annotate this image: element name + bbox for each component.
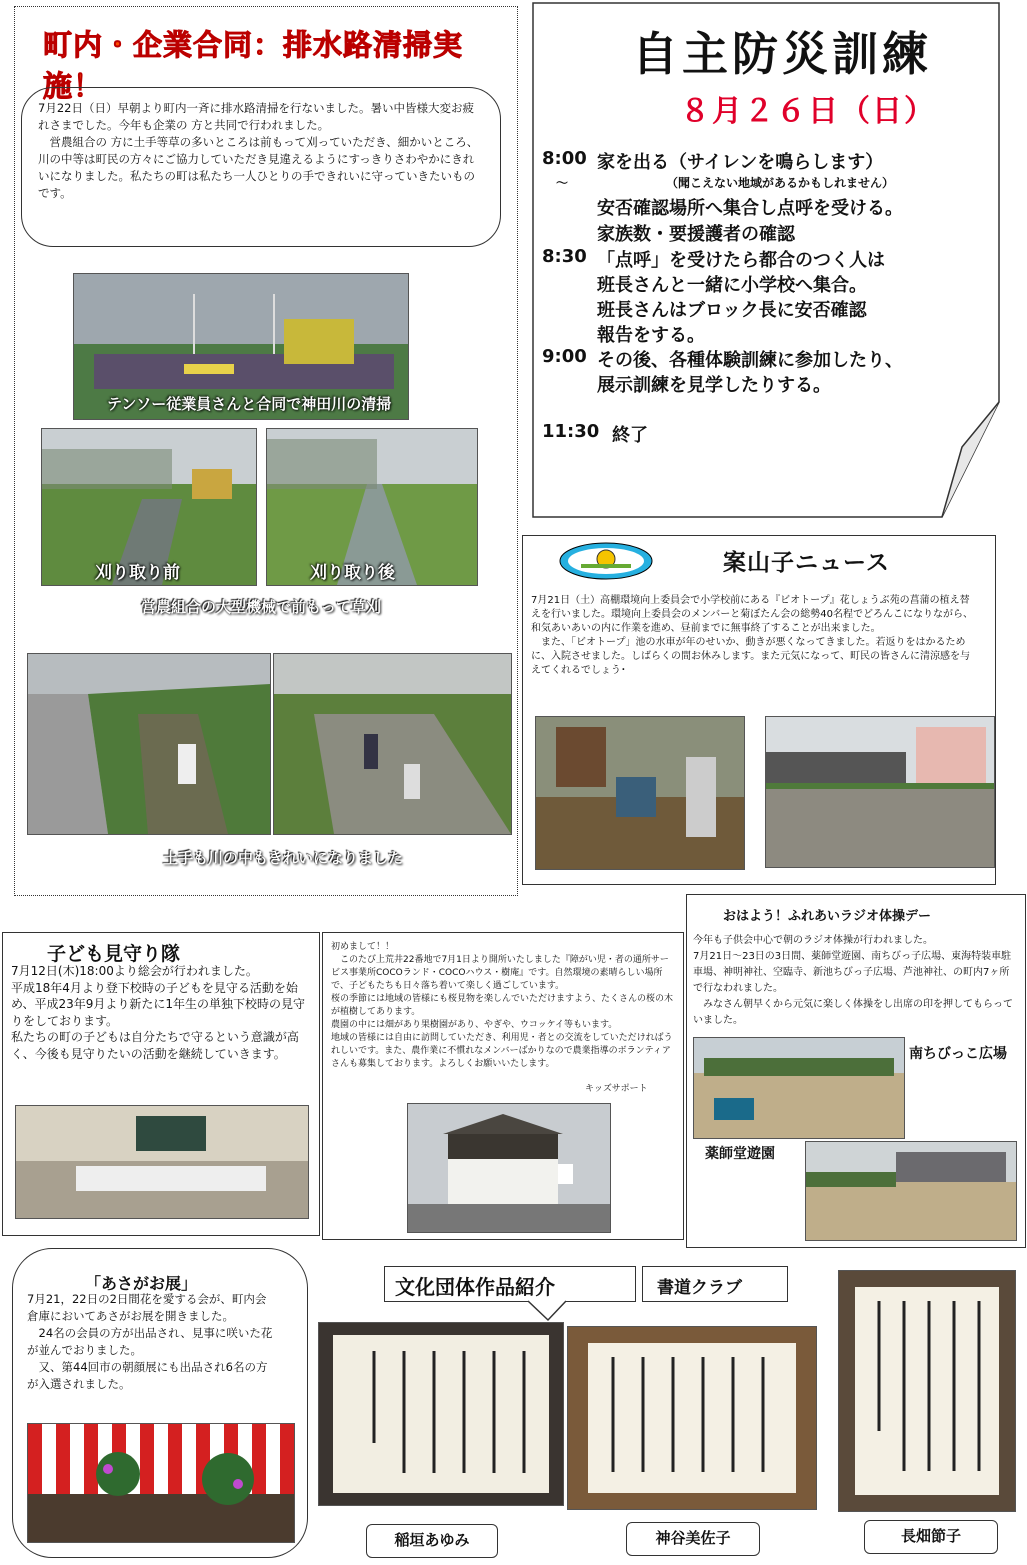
drill-schedule — [542, 148, 992, 446]
kakashi-body: 7月21日（土）高棚環境向上委員会で小学校前にある『ビオトープ』花しょうぶ苑の菖蒲の植え替えを行いました。環境向上委員会のメンバーと菊ぼたん会の総勢40名程でどろんこになりながら、和気あいあいの内に作業を進め、昼前までに無事終了することが出来ました。 また、「ビオトープ」池の水車が年のせいか、動きが悪くなってきました。若返りをはかるために、入院させました。しばらくの間お休みします。また元気になって、町民の皆さんに清涼感を与えてくれるでしょう･ — [531, 595, 974, 676]
minami-playground-photo — [693, 1037, 905, 1139]
artist-name-2 — [626, 1522, 760, 1556]
watch-meeting-photo — [15, 1105, 309, 1219]
artist-name-text: 神谷美佐子 — [655, 1529, 731, 1547]
calligraphy-work-2 — [567, 1326, 817, 1510]
drain-title: 町内・企業合同：排水路清掃実施！ — [43, 28, 464, 103]
coco-house-photo — [407, 1103, 611, 1233]
radio-body: 今年も子供会中心で朝のラジオ体操が行われました。 7月21日～23日の3日間、薬師堂遊園、南ちびっ子広場、東海特装車駐車場、神明神社、空臨寺、新池ちびっ子広場、芦池神社、の町内7ヶ所で行なわれました。 みなさん朝早くから元気に楽しく体操をし出席の印を押してもらっていました。 — [693, 935, 1013, 1026]
schedule-row: 班長さんと一緒に小学校へ集合。 — [597, 275, 867, 296]
rice-field-photo — [765, 716, 995, 868]
radio-section — [686, 894, 1026, 1248]
drain-section — [14, 6, 518, 896]
calligraphy-work-1 — [318, 1322, 564, 1506]
coco-section — [322, 932, 684, 1240]
watch-body: 7月12日(木)18:00より総会が行われました。 平成18年4月より登下校時の子どもを見守る活動を始め、平成23年9月より新たに1年生の単独下校時の見守りをしております。 私たちの町の子どもは自分たちで守るという意識が高く、今後も見守りたいの活動を継続していきます。 — [11, 964, 306, 1061]
before-caption: 刈り取り前 — [95, 563, 180, 583]
schedule-row: 安否確認場所へ集合し点呼を受ける。 — [597, 198, 903, 219]
radio-caption1: 南ちびっこ広場 — [909, 1046, 1007, 1062]
schedule-row: 9:00 その後、各種体験訓練に参加したり、 — [542, 346, 903, 371]
kakashi-section — [522, 535, 996, 885]
coco-body: 初めまして！！ このたび上荒井22番地で7月1日より開所いたしました『障がい児・者の通所サービス事業所COCOランド・COCOハウス・樹庵』です。自然環境の素晴らしい場所で、子どもたちも日々落ち着いて楽しく過ごしています。 桜の季節には地域の皆様にも桜見物を楽しんでいただけますよう、たくさんの桜の木が植樹してあります。 農園の中には畑があり果樹園があり、やぎや、ウコッケイ等もいます。 地域の皆様には自由に訪問していただき、利用児・者との交流をしていただければうれしいです。また、農作業に不慣れなメンバーばかりなので農業指導のボランティアさんも募集しております。よろしくお願いいたします。 — [331, 942, 674, 1069]
schedule-row: 8:30 「点呼」を受けたら都合のつく人は — [542, 246, 885, 271]
radio-caption2: 薬師堂遊園 — [705, 1146, 775, 1162]
artist-name-text: 長畑節子 — [900, 1527, 961, 1545]
coco-signature: キッズサポート — [585, 1084, 648, 1094]
artist-name-text: 稲垣あゆみ — [394, 1531, 470, 1549]
schedule-row: 班長さんはブロック長に安否確認 — [597, 300, 867, 321]
river-cleaning-photo — [273, 653, 512, 835]
schedule-row: ～ （聞こえない地域があるかもしれません） — [556, 176, 895, 190]
schedule-row: 8:00 家を出る（サイレンを鳴らします） — [542, 148, 884, 173]
mowing-caption: 営農組合の大型機械で前もって草刈 — [141, 598, 382, 616]
culture-title — [384, 1266, 636, 1302]
scarecrow-logo — [559, 542, 653, 580]
drill-date: ８月２６日（日） — [680, 94, 936, 129]
asagao-exhibition-photo — [27, 1423, 295, 1543]
clean-caption: 土手も川の中もきれいになりました — [163, 849, 404, 867]
artist-name-3 — [864, 1520, 998, 1554]
drill-title: 自主防災訓練 — [632, 27, 932, 81]
asagao-body: 7月21，22日の2日間花を愛する会が、町内会倉庫においてあさがお展を開きました。 24名の会員の方が出品され、見事に咲いた花が並んでおりました。 又、第44回市の朝顔展にも出品され6名の方が入選されました。 — [27, 1292, 273, 1391]
kakashi-title: 案山子ニュース — [723, 550, 890, 576]
yakushido-park-photo — [805, 1141, 1017, 1241]
culture-title-text: 文化団体作品紹介 — [395, 1275, 555, 1299]
schedule-row: 11:30 終了 — [542, 421, 648, 446]
club-label — [642, 1266, 788, 1302]
drain-group-caption: テンソー従業員さんと合同で神田川の清掃 — [107, 395, 392, 413]
schedule-row: 家族数・要援護者の確認 — [597, 224, 795, 245]
bank-cleaning-photo — [27, 653, 271, 835]
speech-tail — [528, 1300, 568, 1322]
club-label-text: 書道クラブ — [657, 1278, 742, 1298]
biotope-planting-photo — [535, 716, 745, 870]
schedule-row: 展示訓練を見学したりする。 — [597, 375, 831, 396]
asagao-title: 「あさがお展」 — [85, 1274, 198, 1293]
radio-title: おはよう！ふれあいラジオ体操デー — [723, 909, 932, 924]
asagao-section — [12, 1248, 308, 1558]
watch-title: 子ども見守り隊 — [47, 943, 181, 965]
watch-section — [2, 932, 320, 1236]
drain-body: 7月22日（日）早朝より町内一斉に排水路清掃を行ないました。暑い中皆様大変お疲れさまでした。今年も企業の 方と共同で行われました。 営農組合の 方に土手等草の多いところは前もって刈っていただき、細かいところ、川の中等は町民の方々にご協力していただき見違えるようにすっきりさわやかにきれいになりました。私たちの町は私たち一人ひとりの手できれいに守っていきたいものです。 — [21, 87, 501, 247]
schedule-row: 報告をする。 — [597, 325, 705, 346]
after-caption: 刈り取り後 — [310, 563, 395, 583]
calligraphy-work-3 — [838, 1270, 1016, 1512]
drill-notice — [532, 2, 1000, 518]
artist-name-1 — [366, 1524, 498, 1558]
